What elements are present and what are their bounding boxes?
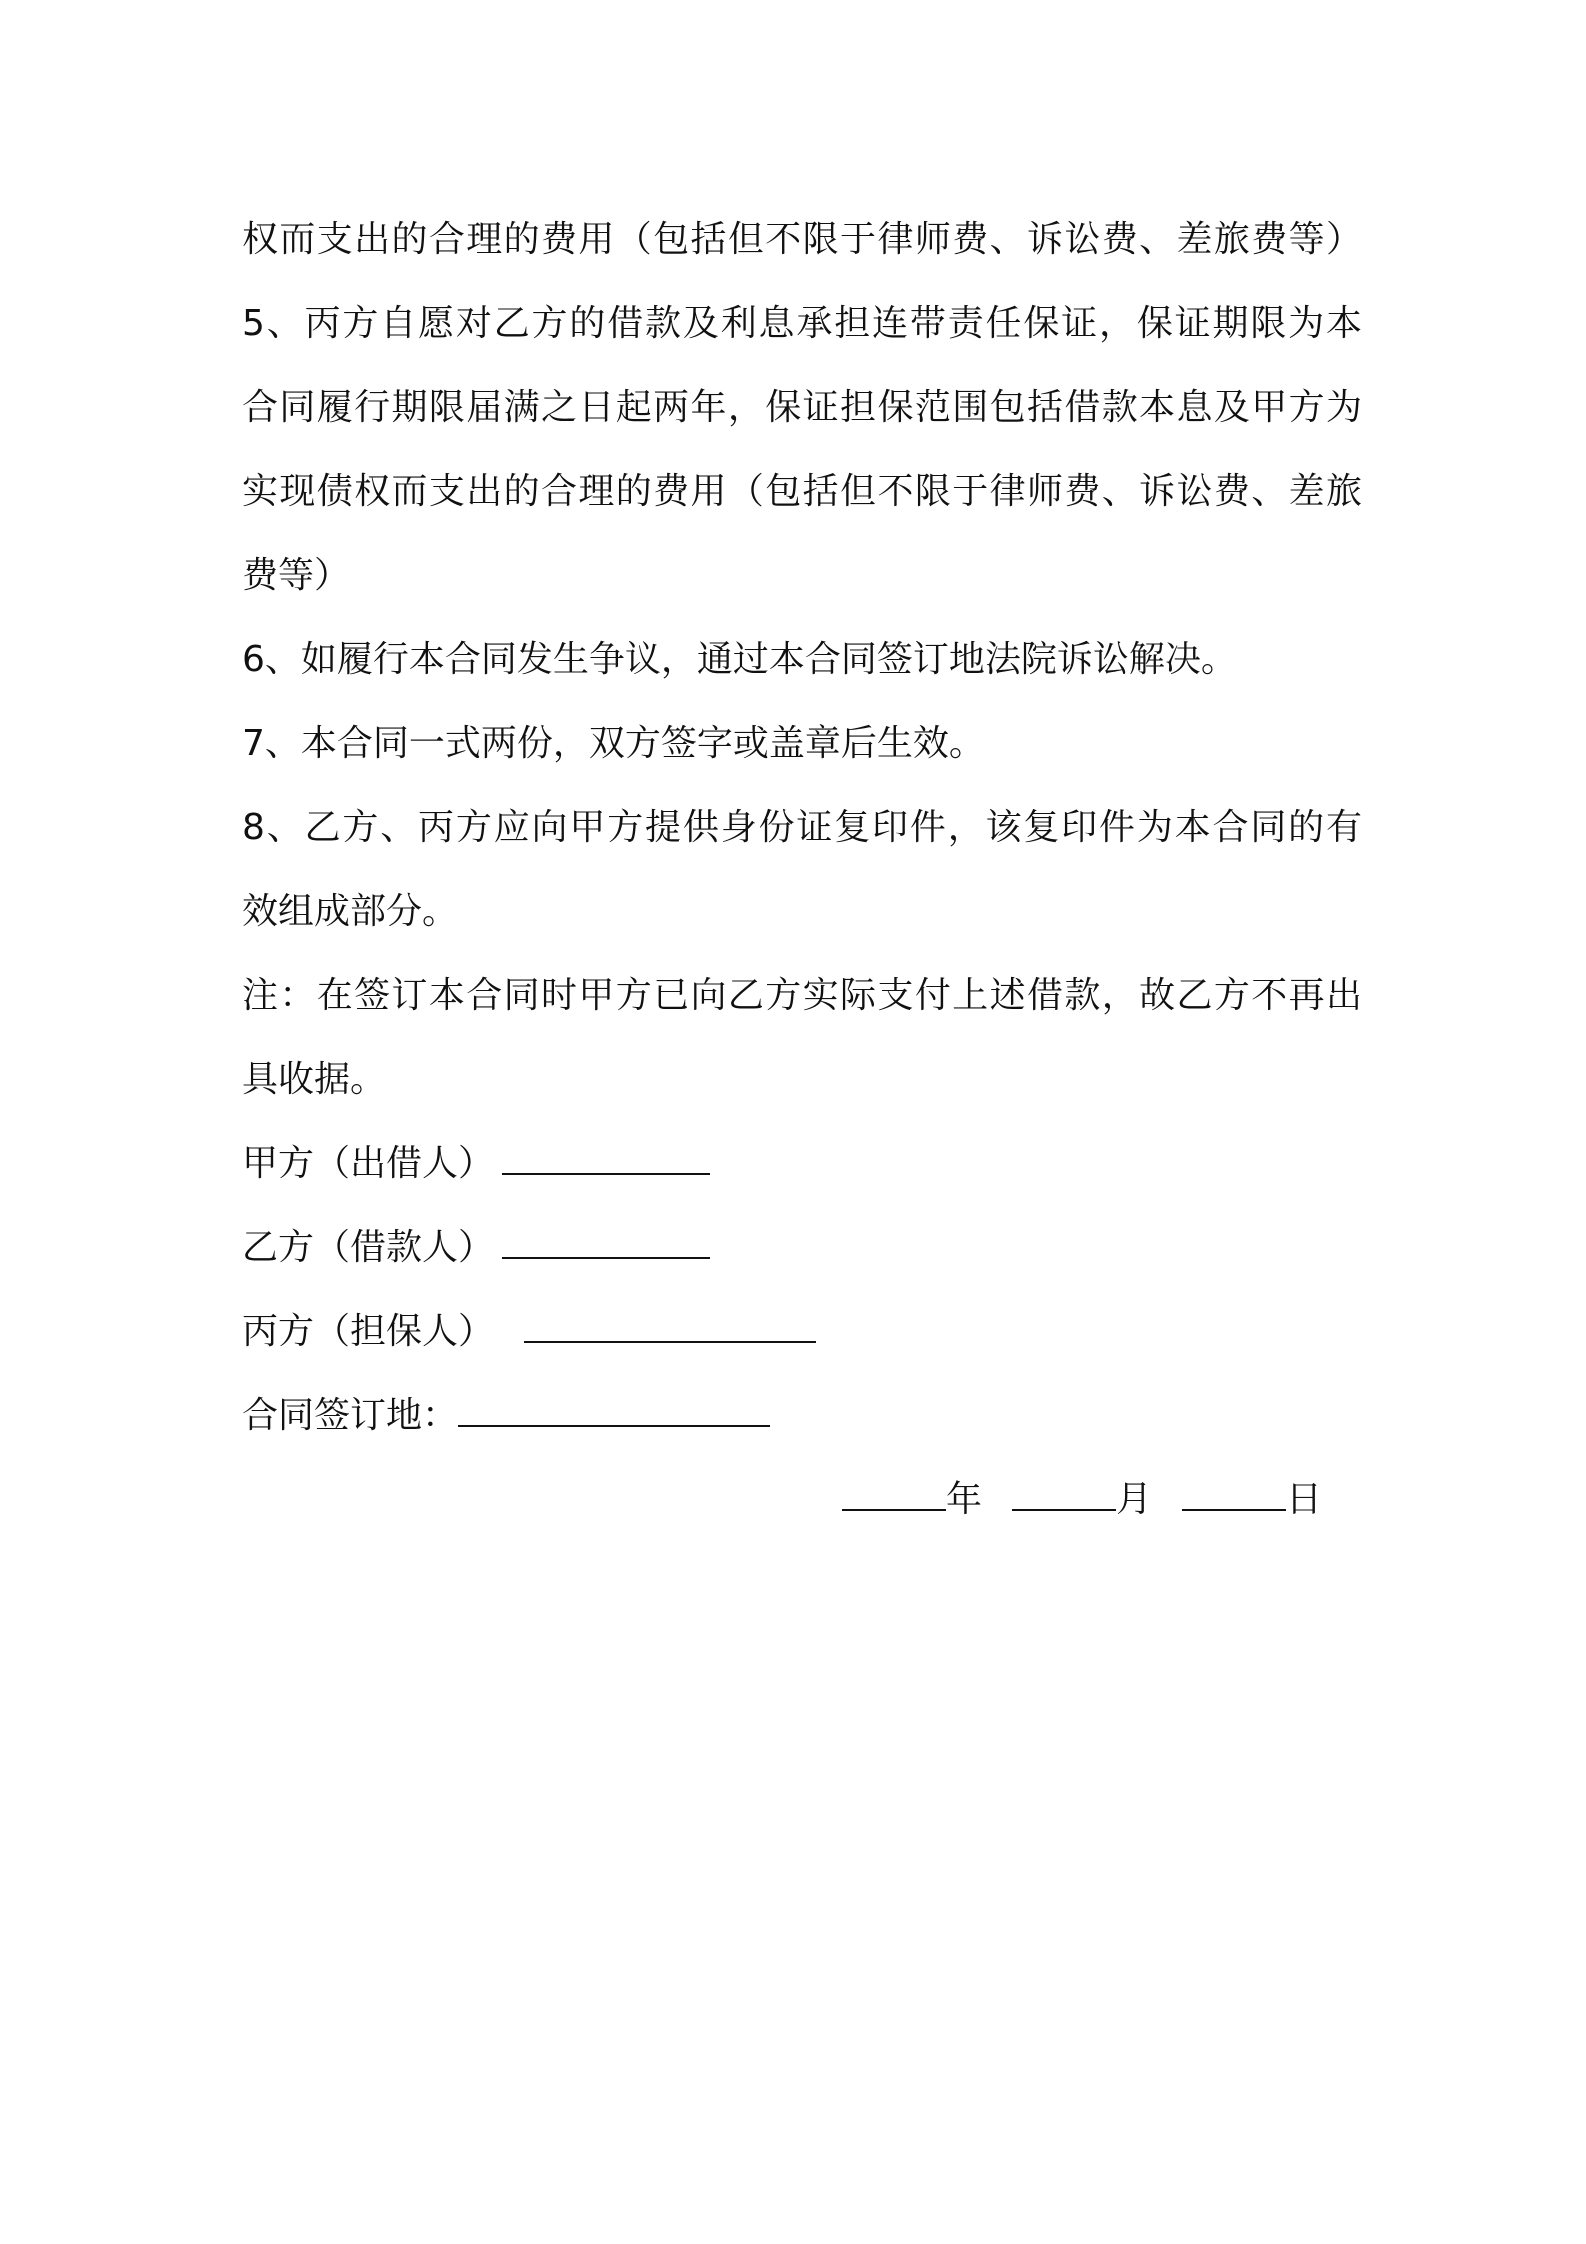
borrower-signature-row — [242, 1206, 1362, 1290]
month-label: 月 — [1116, 1479, 1153, 1520]
clause-5-line-2: 合同履行期限届满之日起两年，保证担保范围包括借款本息及甲方为 — [242, 387, 1362, 428]
lender-label: 甲方（出借人） — [242, 1143, 495, 1184]
lender-signature-row — [242, 1122, 1362, 1206]
guarantor-signature-row — [242, 1290, 1362, 1374]
clause-5-line-3: 实现债权而支出的合理的费用（包括但不限于律师费、诉讼费、差旅 — [242, 471, 1362, 512]
guarantor-signature-line — [524, 1311, 816, 1343]
borrower-label: 乙方（借款人） — [242, 1227, 495, 1268]
signing-place-label: 合同签订地： — [242, 1395, 459, 1436]
signing-place-row — [242, 1374, 1362, 1458]
clause-8-line-1: 8、乙方、丙方应向甲方提供身份证复印件，该复印件为本合同的有 — [242, 807, 1362, 848]
month-blank — [1012, 1479, 1116, 1511]
clause-5-line-1: 5、丙方自愿对乙方的借款及利息承担连带责任保证，保证期限为本 — [242, 303, 1362, 344]
date-row — [242, 1458, 1362, 1542]
contract-body — [242, 198, 1362, 1542]
lender-signature-line — [502, 1143, 710, 1175]
note-line-2: 具收据。 — [242, 1059, 387, 1100]
day-blank — [1182, 1479, 1286, 1511]
clause-6: 6、如履行本合同发生争议，通过本合同签订地法院诉讼解决。 — [242, 639, 1237, 680]
day-label: 日 — [1286, 1479, 1323, 1520]
year-blank — [842, 1479, 946, 1511]
note-line-1: 注：在签订本合同时甲方已向乙方实际支付上述借款，故乙方不再出 — [242, 975, 1362, 1016]
clause-5-line-4: 费等） — [242, 555, 351, 596]
year-label: 年 — [946, 1479, 983, 1520]
borrower-signature-line — [502, 1227, 710, 1259]
clause-8-line-2: 效组成部分。 — [242, 891, 459, 932]
paragraph-line-1: 权而支出的合理的费用（包括但不限于律师费、诉讼费、差旅费等） — [242, 219, 1362, 260]
signing-place-line — [458, 1395, 770, 1427]
clause-7: 7、本合同一式两份，双方签字或盖章后生效。 — [242, 723, 985, 764]
guarantor-label: 丙方（担保人） — [242, 1311, 495, 1352]
